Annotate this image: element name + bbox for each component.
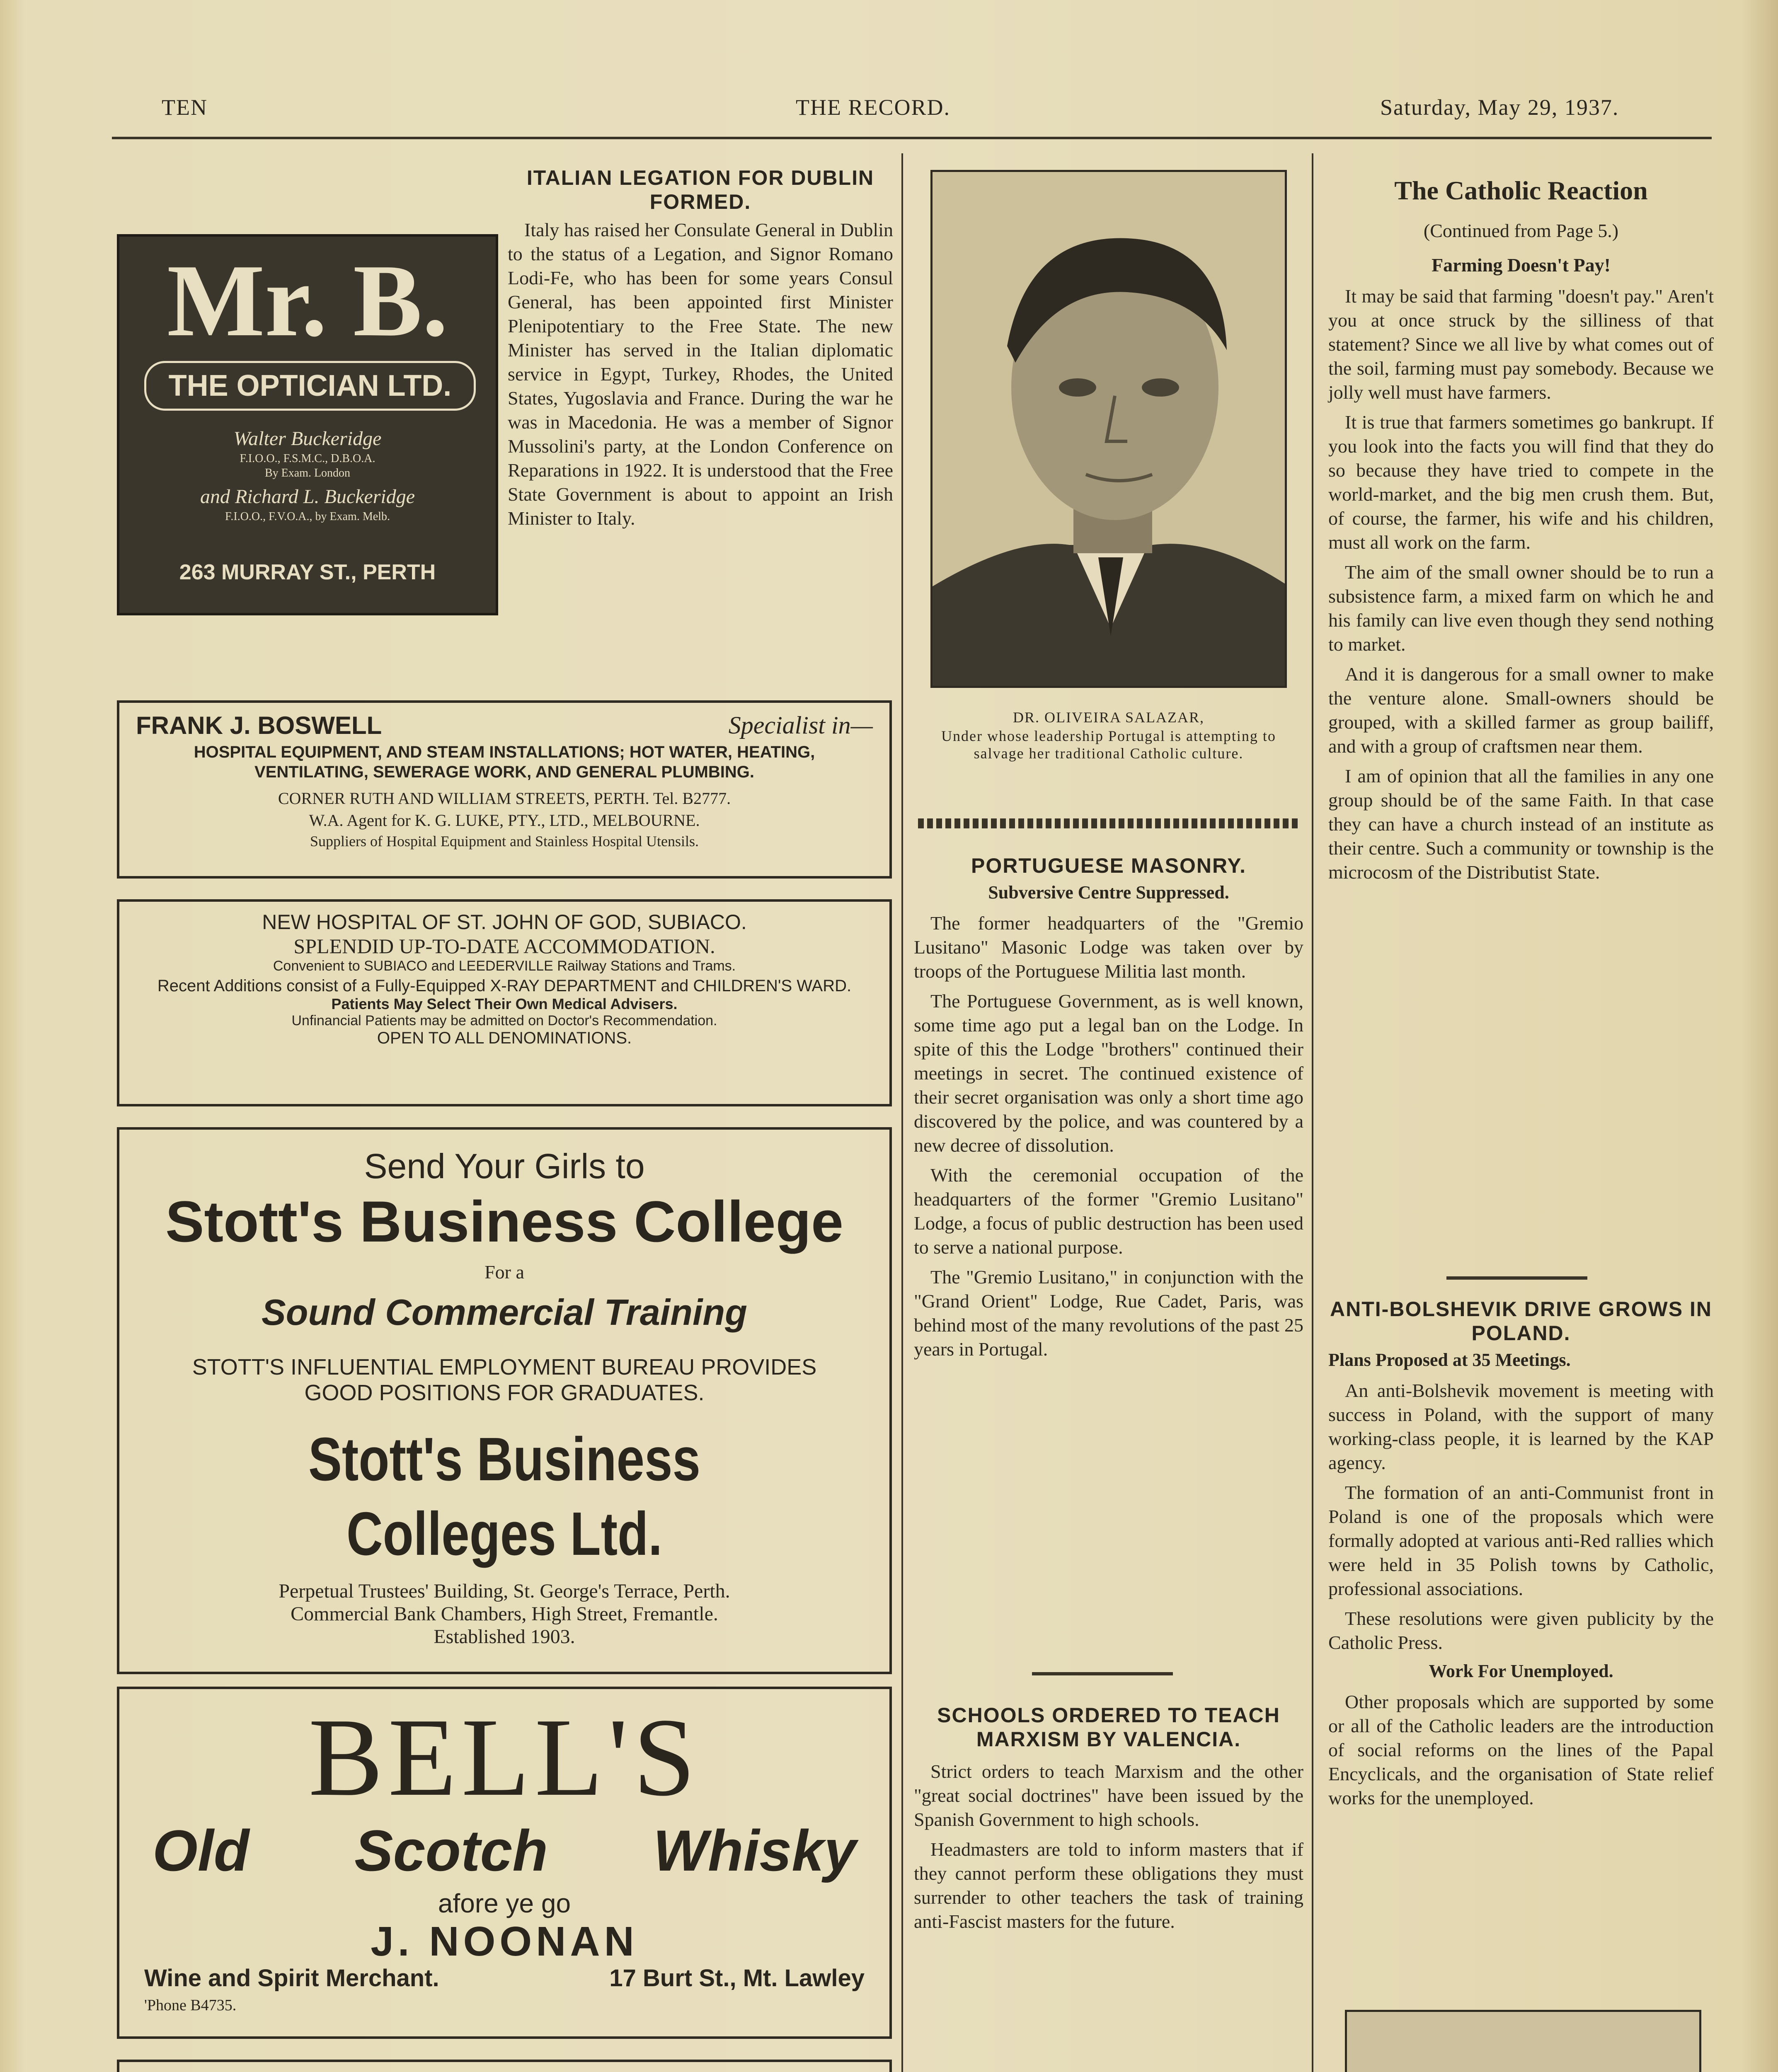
bells-phone: 'Phone B4735. <box>144 1997 237 2014</box>
masonry-p1: The former headquarters of the "Gremio Lusitano" Masonic Lodge was taken over by troops of the Portuguese Militia last month. <box>914 913 1303 982</box>
bells-ad <box>117 1687 892 2039</box>
boswell-spec: Specialist in— <box>728 712 873 739</box>
reaction-headline: The Catholic Reaction <box>1394 176 1648 205</box>
poland-p1: An anti-Bolshevik movement is meeting with success in Poland, with the support of many working-class people, it is learned by the KAP agency. <box>1328 1380 1714 1473</box>
smigly-photo <box>1345 2010 1701 2072</box>
hospital-title: NEW HOSPITAL OF ST. JOHN OF GOD, SUBIACO. <box>262 910 747 934</box>
bells-address: 17 Burt St., Mt. Lawley <box>609 1965 865 1992</box>
hospital-convenient: Convenient to SUBIACO and LEEDERVILLE Railway Stations and Trams. <box>273 958 736 974</box>
optician-name-2: and Richard L. Buckeridge <box>200 486 415 508</box>
bells-whisky: Whisky <box>653 1818 856 1883</box>
poland-p4: Other proposals which are supported by some or all of the Catholic leaders are the introduction of social reforms on the lines of the Papal Encyclicals, and the organisation of State relief works for the unemployed. <box>1328 1691 1714 1808</box>
boswell-ad <box>117 700 892 879</box>
stott-college: Stott's Business College <box>165 1189 843 1254</box>
salazar-caption-text: Under whose leadership Portugal is attempting to salvage her traditional Catholic culture. <box>941 728 1276 762</box>
poland-headline: ANTI-BOLSHEVIK DRIVE GROWS IN POLAND. <box>1330 1297 1712 1345</box>
bells-afore: afore ye go <box>438 1888 571 1918</box>
smigly-portrait-icon <box>1347 2012 1701 2072</box>
boswell-name: FRANK J. BOSWELL <box>136 712 382 739</box>
page-number: TEN <box>162 95 208 120</box>
boswell-services: HOSPITAL EQUIPMENT, AND STEAM INSTALLATIONS; HOT WATER, HEATING, VENTILATING, SEWERAGE WORK, AND GENERAL PLUMBING. <box>194 743 815 781</box>
optician-address: 263 MURRAY ST., PERTH <box>179 560 436 584</box>
optician-name-1: Walter Buckeridge <box>233 428 382 450</box>
schools-p2: Headmasters are told to inform masters that if they cannot perform these obligations they must surrender to other teachers the task of training anti-Fascist masters for the future. <box>914 1839 1303 1932</box>
reaction-p1: It may be said that farming "doesn't pay." Aren't you at once struck by the silliness of that statement? Since we all live by what comes out of the soil, farming must pay somebody. Because we jolly well must have farmers. <box>1328 286 1714 403</box>
divider-rule-1 <box>1032 1672 1173 1675</box>
ornamental-divider <box>918 818 1299 828</box>
stott-ad <box>117 1127 892 1674</box>
tindale-ad <box>117 2060 892 2072</box>
hospital-additions: Recent Additions consist of a Fully-Equipped X-RAY DEPARTMENT and CHILDREN'S WARD. <box>157 977 852 995</box>
reaction-p3: The aim of the small owner should be to run a subsistence farm, a mixed farm on which he and his family can live even though they send nothing to market. <box>1328 562 1714 655</box>
hospital-open: OPEN TO ALL DENOMINATIONS. <box>377 1029 632 1047</box>
header-rule <box>112 137 1712 139</box>
issue-date: Saturday, May 29, 1937. <box>1380 95 1619 120</box>
stott-training: Sound Commercial Training <box>262 1292 747 1333</box>
bells-noonan: J. NOONAN <box>371 1918 638 1965</box>
hospital-subtitle: SPLENDID UP-TO-DATE ACCOMMODATION. <box>293 934 715 958</box>
schools-headline: SCHOOLS ORDERED TO TEACH MARXISM BY VALENCIA. <box>937 1704 1280 1751</box>
schools-p1: Strict orders to teach Marxism and the other "great social doctrines" have been issued by the Spanish Government to high schools. <box>914 1761 1303 1830</box>
article-schools-marxism <box>914 1703 1303 1939</box>
hospital-ad <box>117 899 892 1106</box>
article-italian-legation <box>508 166 893 536</box>
stott-bureau: STOTT'S INFLUENTIAL EMPLOYMENT BUREAU PROVIDES GOOD POSITIONS FOR GRADUATES. <box>192 1355 817 1405</box>
boswell-suppliers: Suppliers of Hospital Equipment and Stainless Hospital Utensils. <box>310 833 699 850</box>
stott-intro: Send Your Girls to <box>364 1147 645 1186</box>
reaction-p5: I am of opinion that all the families in any one group should be of the same Faith. In that case they can have a church instead of an institute as their centre. Such a community or township is the microcosm of the Distributist State. <box>1328 765 1714 883</box>
article-portuguese-masonry <box>914 854 1303 1367</box>
legation-headline: ITALIAN LEGATION FOR DUBLIN FORMED. <box>526 166 874 213</box>
poland-p3: These resolutions were given publicity by the Catholic Press. <box>1328 1608 1714 1653</box>
bells-merchant: Wine and Spirit Merchant. <box>144 1965 439 1992</box>
bells-name: BELL'S <box>308 1695 700 1819</box>
masonry-headline: PORTUGUESE MASONRY. <box>971 854 1246 877</box>
reaction-subhead: Farming Doesn't Pay! <box>1432 254 1611 276</box>
bells-scotch: Scotch <box>354 1818 548 1883</box>
poland-p2: The formation of an anti-Communist front in Poland is one of the proposals which were formally adopted at various anti-Red rallies which were held in 35 Polish towns by Catholic, professional associations. <box>1328 1482 1714 1599</box>
stott-established: Established 1903. <box>434 1626 575 1648</box>
column-rule-2 <box>1312 153 1313 2072</box>
reaction-p2: It is true that farmers sometimes go bankrupt. If you look into the facts you will find that they do so because they have tried to compete in the world-market, and the big men crush them. But, of course, the farmer, his wife and his children, must all work on the farm. <box>1328 411 1714 553</box>
salazar-portrait-icon <box>933 172 1287 688</box>
optician-cred-3: F.I.O.O., F.V.O.A., by Exam. Melb. <box>225 510 390 523</box>
hospital-patients: Patients May Select Their Own Medical Advisers. <box>331 995 678 1012</box>
optician-cred-1: F.I.O.O., F.S.M.C., D.B.O.A. <box>240 452 375 465</box>
masonry-p4: The "Gremio Lusitano," in conjunction with the "Grand Orient" Lodge, Rue Cadet, Paris, was behind most of the many revolutions of the past 25 years in Portugal. <box>914 1266 1303 1360</box>
stott-address-2: Commercial Bank Chambers, High Street, Fremantle. <box>291 1603 718 1625</box>
divider-rule-3 <box>1446 1276 1587 1280</box>
boswell-address: CORNER RUTH AND WILLIAM STREETS, PERTH. Tel. B2777. <box>278 789 731 808</box>
optician-ad <box>117 234 498 615</box>
legation-body: Italy has raised her Consulate General in Dublin to the status of a Legation, and Signor Romano Lodi-Fe, who has been for some years Consul General, has been appointed first Minister Plenipotentiary to the Free State. The new Minister has served in the Italian diplomatic service in Egypt, Turkey, Rhodes, the United States, Yugoslavia and France. During the war he was in Macedonia. He was a member of Signor Mussolini's party, at the London Conference on Reparations in 1922. It is understood that the Free State Government is about to appoint an Irish Minister to Italy. <box>508 219 893 529</box>
masonry-p3: With the ceremonial occupation of the headquarters of the former "Gremio Lusitano" Lodge, a focus of public destruction has been used to serve a national purpose. <box>914 1164 1303 1258</box>
hospital-unfinancial: Unfinancial Patients may be admitted on Doctor's Recommendation. <box>291 1013 717 1029</box>
reaction-p4: And it is dangerous for a small owner to make the venture alone. Small-owners should be grouped, with a skilled farmer as group bailiff, and with a group of craftsmen near them. <box>1328 663 1714 757</box>
masthead-title: THE RECORD. <box>796 95 950 120</box>
optician-cred-2: By Exam. London <box>264 467 351 479</box>
salazar-caption-name: DR. OLIVEIRA SALAZAR, <box>1013 709 1204 726</box>
reaction-continued: (Continued from Page 5.) <box>1423 220 1619 241</box>
poland-subhead: Plans Proposed at 35 Meetings. <box>1328 1350 1571 1370</box>
article-poland <box>1328 1297 1714 1816</box>
column-rule-1 <box>901 153 903 2072</box>
stott-for-a: For a <box>484 1261 524 1283</box>
boswell-agent: W.A. Agent for K. G. LUKE, PTY., LTD., MELBOURNE. <box>309 811 700 830</box>
masonry-subhead: Subversive Centre Suppressed. <box>988 882 1229 903</box>
masonry-p2: The Portuguese Government, as is well known, some time ago put a legal ban on the Lodge. In spite of this the Lodge "brothers" continued their meetings in secret. The continued existence of their secret organisation was only a short time ago discovered by the police, and was countered by a new decree of dissolution. <box>914 990 1303 1156</box>
stott-address-1: Perpetual Trustees' Building, St. George's Terrace, Perth. <box>279 1580 730 1602</box>
optician-logo: Mr. B. <box>167 243 448 358</box>
bells-old: Old <box>153 1818 250 1883</box>
stott-colleges-ltd: Stott's Business Colleges Ltd. <box>308 1425 700 1568</box>
salazar-photo <box>930 170 1287 688</box>
poland-subhead-2: Work For Unemployed. <box>1429 1661 1613 1681</box>
article-catholic-reaction <box>1328 174 1714 890</box>
optician-band: THE OPTICIAN LTD. <box>144 361 476 411</box>
